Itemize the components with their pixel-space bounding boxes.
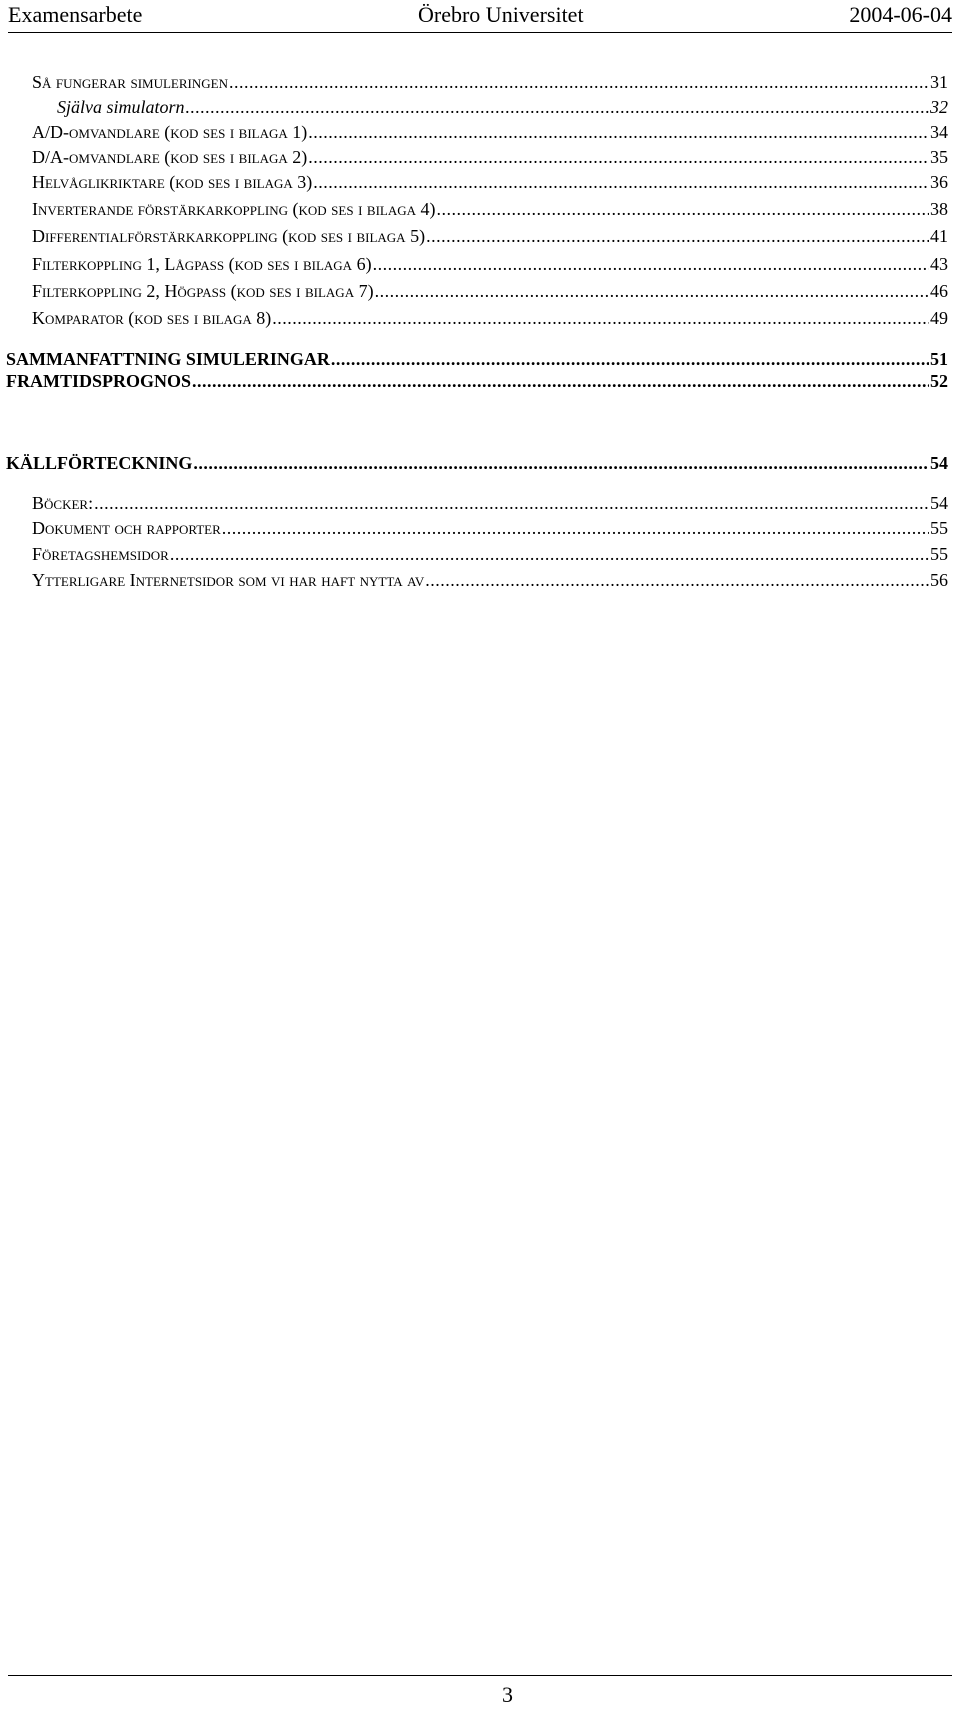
- toc-entry-title: Differentialförstärkarkoppling (kod ses i bilaga 5): [32, 226, 426, 246]
- toc-entry-page: 36: [930, 172, 948, 192]
- toc-dot-leader: [192, 369, 929, 393]
- toc-entry[interactable]: [57, 95, 948, 119]
- toc-entry-page: 55: [930, 544, 948, 564]
- toc-dot-leader: [170, 542, 929, 566]
- toc-entry[interactable]: [32, 197, 948, 221]
- toc-entry[interactable]: [32, 516, 948, 540]
- toc-entry-title: Dokument och rapporter: [32, 518, 221, 538]
- toc-entry-page: 41: [930, 226, 948, 246]
- toc-entry-page: 31: [930, 72, 948, 92]
- toc-entry-page: 35: [930, 147, 948, 167]
- toc-entry-page: 54: [930, 493, 948, 513]
- toc-entry-title: Helvåglikriktare (kod ses i bilaga 3): [32, 172, 313, 192]
- page-number: 3: [502, 1682, 513, 1707]
- toc-entry-page: 32: [930, 97, 948, 117]
- toc-entry-title: D/A-omvandlare (kod ses i bilaga 2): [32, 147, 308, 167]
- toc-dot-leader: [94, 491, 929, 515]
- toc-entry[interactable]: [32, 252, 948, 276]
- toc-entry-title: Komparator (kod ses i bilaga 8): [32, 308, 272, 328]
- toc-entry-page: 49: [930, 308, 948, 328]
- toc-entry[interactable]: [32, 568, 948, 592]
- toc-entry-title: Ytterligare Internetsidor som vi har haft nytta av: [32, 570, 425, 590]
- toc-entry[interactable]: [6, 451, 948, 475]
- toc-entry-title: Filterkoppling 2, Högpass (kod ses i bilaga 7): [32, 281, 374, 301]
- toc-entry[interactable]: [6, 347, 948, 371]
- toc-entry-page: 56: [930, 570, 948, 590]
- toc-entry-page: 43: [930, 254, 948, 274]
- toc-entry[interactable]: [32, 542, 948, 566]
- toc-dot-leader: [222, 516, 929, 540]
- toc-entry-title: FRAMTIDSPROGNOS: [6, 371, 192, 391]
- toc-entry[interactable]: [32, 224, 948, 248]
- toc-dot-leader: [229, 70, 929, 94]
- toc-entry-title: SAMMANFATTNING SIMULERINGAR: [6, 349, 330, 369]
- toc-dot-leader: [308, 145, 929, 169]
- toc-entry-page: 52: [930, 371, 948, 391]
- toc-entry-page: 54: [930, 453, 948, 473]
- toc-dot-leader: [186, 95, 929, 119]
- toc-entry-page: 51: [930, 349, 948, 369]
- toc-entry-page: 34: [930, 122, 948, 142]
- toc-dot-leader: [193, 451, 929, 475]
- toc-dot-leader: [331, 347, 929, 371]
- toc-entry-title: A/D-omvandlare (kod ses i bilaga 1): [32, 122, 308, 142]
- toc-entry[interactable]: [32, 145, 948, 169]
- toc-dot-leader: [437, 197, 930, 221]
- toc-dot-leader: [425, 568, 929, 592]
- toc-entry-title: KÄLLFÖRTECKNING: [6, 453, 193, 473]
- toc-dot-leader: [426, 224, 929, 248]
- toc-entry-page: 46: [930, 281, 948, 301]
- header-university: Örebro Universitet: [418, 2, 584, 27]
- toc-entry-page: 55: [930, 518, 948, 538]
- page-header: [8, 0, 952, 33]
- toc-entry-title: Företagshemsidor: [32, 544, 169, 564]
- toc-dot-leader: [375, 279, 929, 303]
- toc-entry-title: Så fungerar simuleringen: [32, 72, 228, 92]
- toc-entry-title: Inverterande förstärkarkoppling (kod ses i bilaga 4): [32, 199, 436, 219]
- toc-entry[interactable]: [6, 369, 948, 393]
- toc-entry[interactable]: [32, 120, 948, 144]
- toc-entry[interactable]: [32, 170, 948, 194]
- toc-entry[interactable]: [32, 70, 948, 94]
- header-date: 2004-06-04: [849, 2, 952, 27]
- toc-dot-leader: [313, 170, 929, 194]
- toc-entry[interactable]: [32, 279, 948, 303]
- toc-entry-title: Filterkoppling 1, Lågpass (kod ses i bilaga 6): [32, 254, 372, 274]
- toc-entry-title: Böcker:: [32, 493, 94, 513]
- page-footer: [8, 1675, 952, 1707]
- header-document-type: Examensarbete: [8, 2, 143, 27]
- toc-dot-leader: [272, 306, 929, 330]
- toc-entry-title: Själva simulatorn: [57, 97, 185, 117]
- toc-entry[interactable]: [32, 491, 948, 515]
- toc-dot-leader: [308, 120, 929, 144]
- toc-entry[interactable]: [32, 306, 948, 330]
- toc-entry-page: 38: [930, 199, 948, 219]
- toc-dot-leader: [373, 252, 929, 276]
